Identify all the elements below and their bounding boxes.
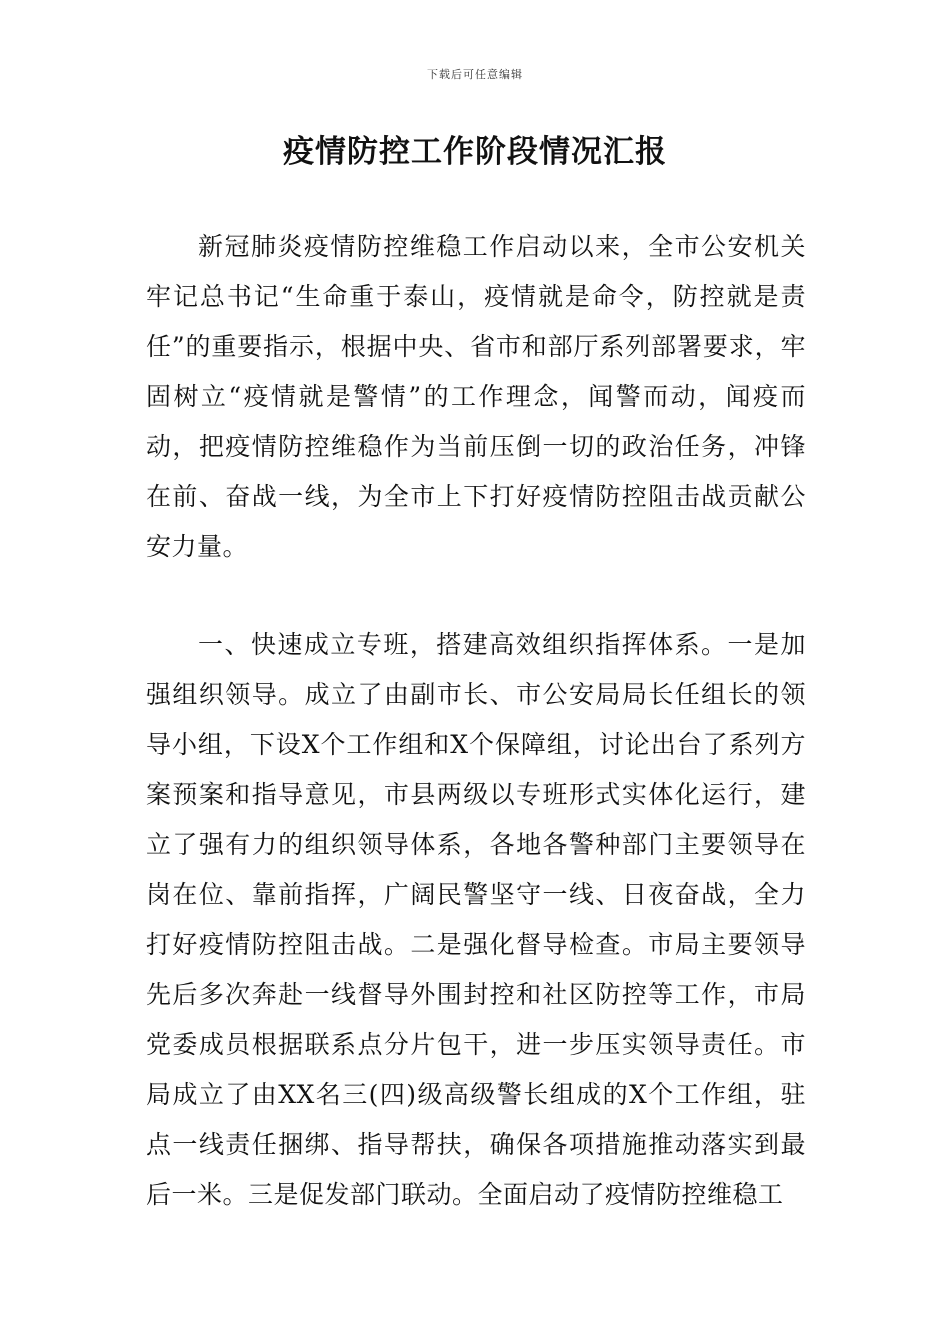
page-header-note: 下载后可任意编辑 bbox=[427, 68, 523, 81]
paragraph-intro: 新冠肺炎疫情防控维稳工作启动以来，全市公安机关牢记总书记“生命重于泰山，疫情就是命令，防控就是责任”的重要指示，根据中央、省市和部厅系列部署要求，牢固树立“疫情就是警情”的工作理念，闻警而动，闻疫而动，把疫情防控维稳作为当前压倒一切的政治任务，冲锋在前、奋战一线，为全市上下打好疫情防控阻击战贡献公安力量。 bbox=[146, 232, 806, 561]
paragraph-section-1: 一、快速成立专班，搭建高效组织指挥体系。一是加强组织领导。成立了由副市长、市公安局局长任组长的领导小组，下设X个工作组和X个保障组，讨论出台了系列方案预案和指导意见，市县两级以专班形式实体化运行，建立了强有力的组织领导体系，各地各警种部门主要领导在岗在位、靠前指挥，广阔民警坚守一线、日夜奋战，全力打好疫情防控阻击战。二是强化督导检查。市局主要领导先后多次奔赴一线督导外围封控和社区防控等工作，市局党委成员根据联系点分片包干，进一步压实领导责任。市局成立了由XX名三(四)级高级警长组成的X个工作组，驻点一线责任捆绑、指导帮扶，确保各项措施推动落实到最后一米。三是促发部门联动。全面启动了疫情防控维稳工 bbox=[146, 630, 806, 1209]
document-title: 疫情防控工作阶段情况汇报 bbox=[283, 134, 667, 170]
